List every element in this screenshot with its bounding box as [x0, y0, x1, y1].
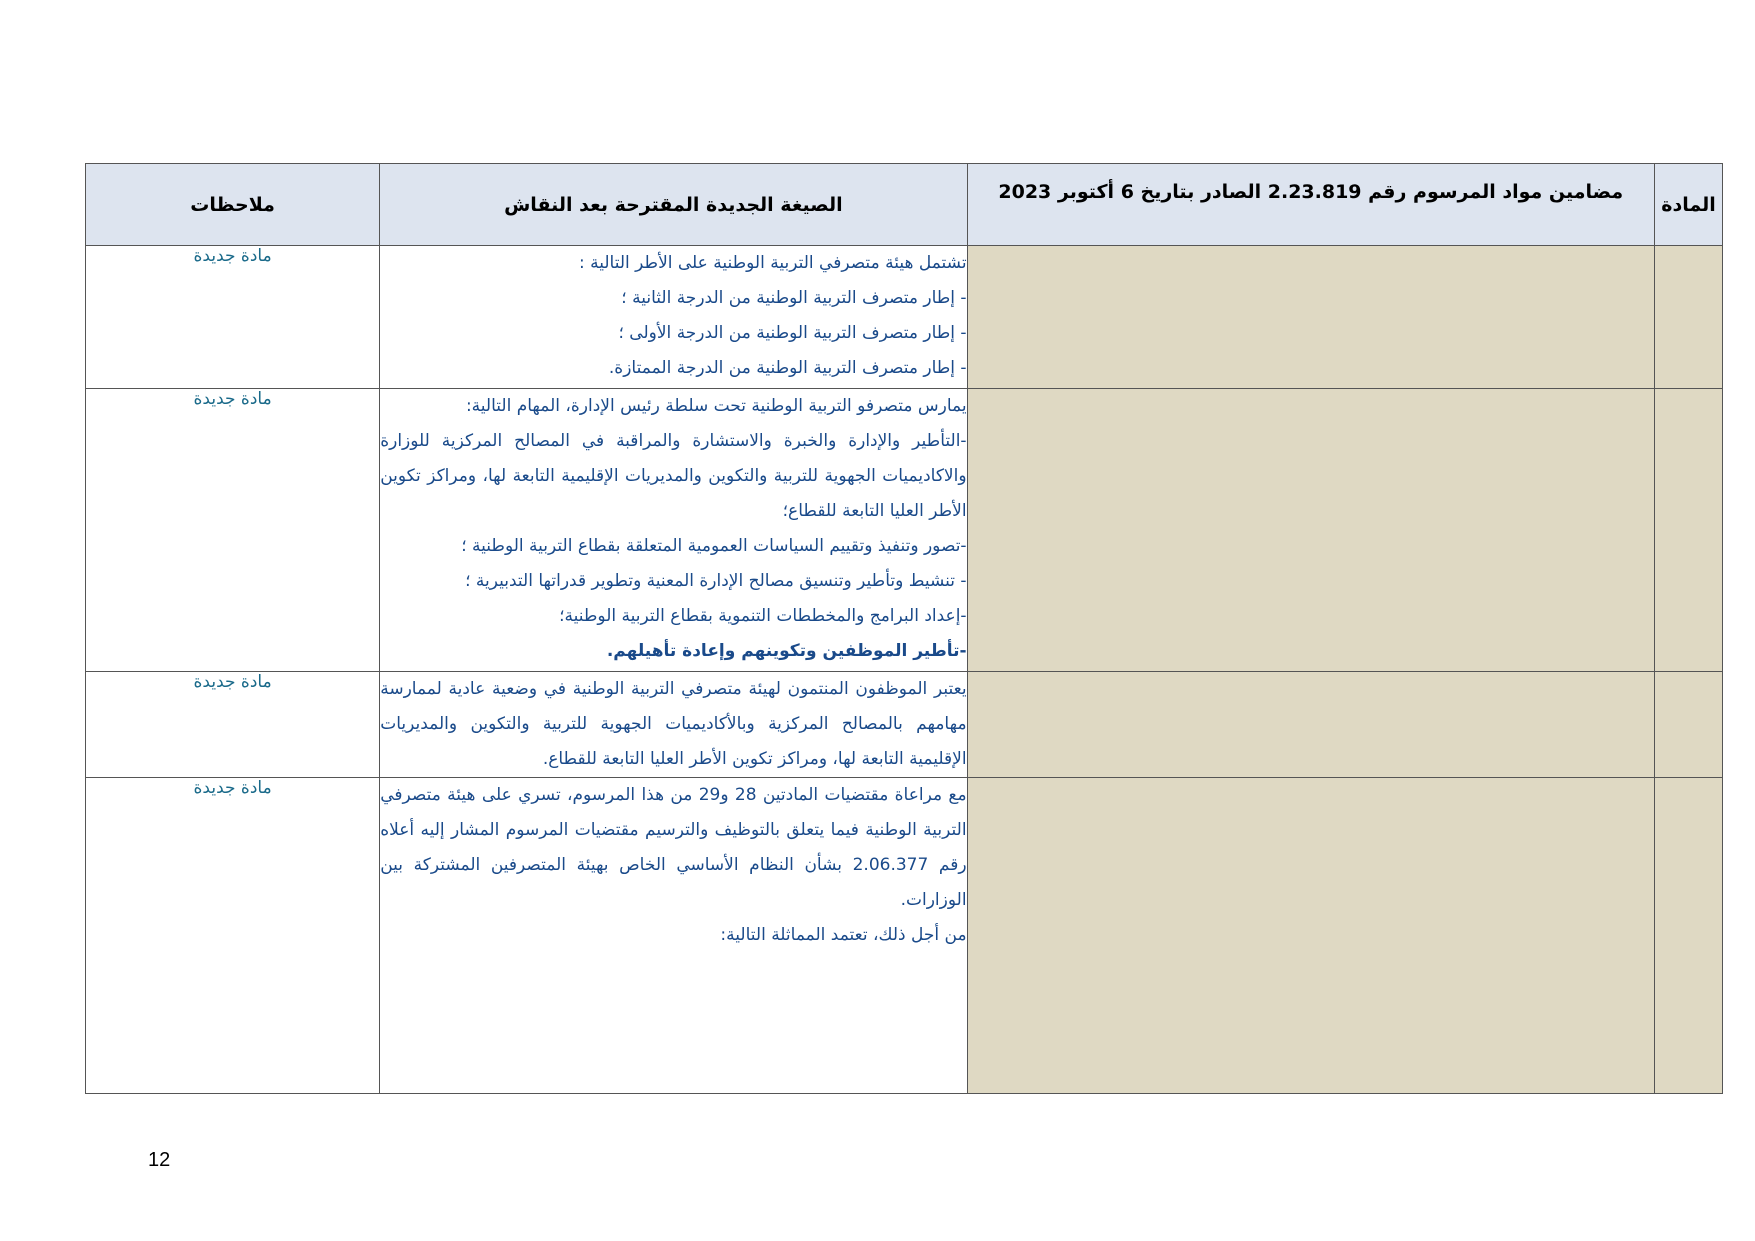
- header-decree-content: مضامين مواد المرسوم رقم 2.23.819 الصادر بتاريخ 6 أكتوبر 2023: [967, 164, 1654, 246]
- notes-cell: مادة جديدة: [86, 246, 380, 389]
- article-cell: [1654, 778, 1722, 1094]
- proposal-line: يعتبر الموظفون المنتمون لهيئة متصرفي التربية الوطنية في وضعية عادية لممارسة مهامهم بالمصالح المركزية وبالأكاديميات الجهوية للتربية والتكوين والمديريات الإقليمية التابعة لها، ومراكز تكوين الأطر العليا التابعة للقطاع.: [380, 679, 967, 769]
- proposed-wording-cell: [380, 672, 967, 778]
- table-row: [86, 778, 1723, 1094]
- proposal-line: -التأطير والإدارة والخبرة والاستشارة والمراقبة في المصالح المركزية للوزارة والاكاديميات الجهوية للتربية والتكوين والمديريات الإقليمية التابعة لها، ومراكز تكوين الأطر العليا التابعة للقطاع؛: [380, 431, 967, 521]
- notes-cell: مادة جديدة: [86, 389, 380, 672]
- proposal-line: تشتمل هيئة متصرفي التربية الوطنية على الأطر التالية :: [578, 253, 967, 273]
- proposal-line: يمارس متصرفو التربية الوطنية تحت سلطة رئيس الإدارة، المهام التالية:: [465, 396, 967, 416]
- header-article: المادة: [1654, 164, 1722, 246]
- proposal-line: - إطار متصرف التربية الوطنية من الدرجة الأولى ؛: [618, 323, 967, 343]
- table-row: [86, 389, 1723, 672]
- articles-table: [85, 163, 1723, 1094]
- proposal-line: - إطار متصرف التربية الوطنية من الدرجة الثانية ؛: [621, 288, 967, 308]
- page-number: 12: [148, 1149, 171, 1171]
- notes-cell: مادة جديدة: [86, 672, 380, 778]
- proposal-line: -تصور وتنفيذ وتقييم السياسات العمومية المتعلقة بقطاع التربية الوطنية ؛: [461, 536, 967, 556]
- proposal-line: من أجل ذلك، تعتمد المماثلة التالية:: [720, 925, 967, 945]
- notes-cell: مادة جديدة: [86, 778, 380, 1094]
- table-row: [86, 672, 1723, 778]
- article-cell: [1654, 389, 1722, 672]
- header-proposed-wording: الصيغة الجديدة المقترحة بعد النقاش: [380, 164, 967, 246]
- proposal-line: -تأطير الموظفين وتكوينهم وإعادة تأهيلهم.: [606, 641, 967, 661]
- article-cell: [1654, 246, 1722, 389]
- table-header-row: [86, 164, 1723, 246]
- proposal-line: مع مراعاة مقتضيات المادتين 28 و29 من هذا المرسوم، تسري على هيئة متصرفي التربية الوطنية فيما يتعلق بالتوظيف والترسيم مقتضيات المرسوم المشار إليه أعلاه رقم 2.06.377 بشأن النظام الأساسي الخاص بهيئة المتصرفين المشتركة بين الوزارات.: [380, 785, 967, 910]
- header-notes: ملاحظات: [86, 164, 380, 246]
- article-cell: [1654, 672, 1722, 778]
- decree-content-cell: [967, 672, 1654, 778]
- proposed-wording-cell: [380, 246, 967, 389]
- table-row: [86, 246, 1723, 389]
- decree-content-cell: [967, 246, 1654, 389]
- proposal-line: - تنشيط وتأطير وتنسيق مصالح الإدارة المعنية وتطوير قدراتها التدبيرية ؛: [465, 571, 967, 591]
- proposal-line: -إعداد البرامج والمخططات التنموية بقطاع التربية الوطنية؛: [559, 606, 967, 626]
- decree-content-cell: [967, 778, 1654, 1094]
- proposal-line: - إطار متصرف التربية الوطنية من الدرجة الممتازة.: [608, 358, 967, 378]
- proposed-wording-cell: [380, 778, 967, 1094]
- proposed-wording-cell: [380, 389, 967, 672]
- decree-content-cell: [967, 389, 1654, 672]
